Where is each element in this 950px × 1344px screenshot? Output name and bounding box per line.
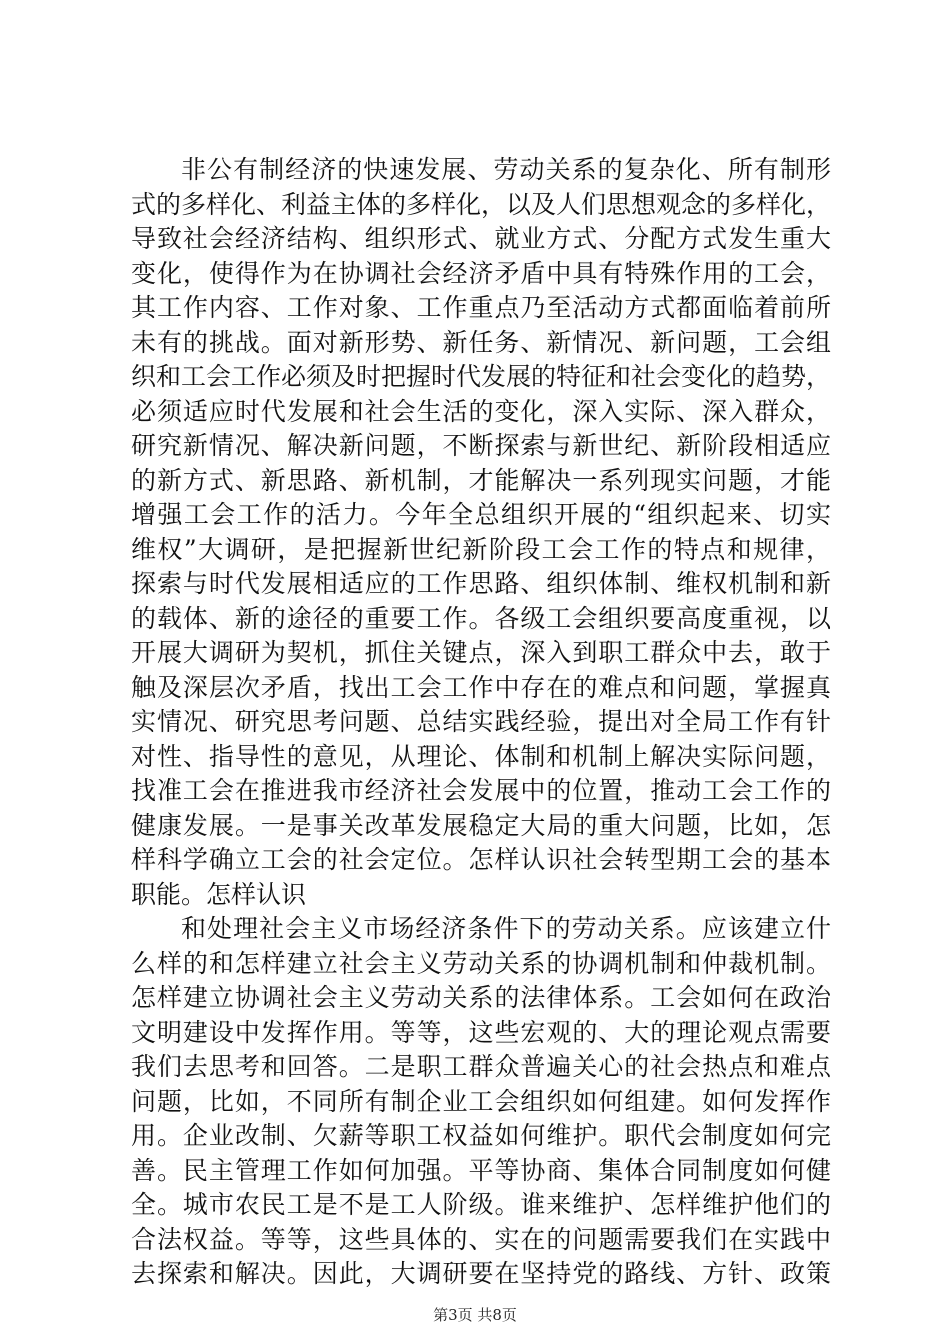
text-line: 合法权益。等等，这些具体的、实在的问题需要我们在实践中: [131, 1224, 831, 1254]
text-line: 全。城市农民工是不是工人阶级。谁来维护、怎样维护他们的: [131, 1190, 831, 1219]
text-line: 式的多样化、利益主体的多样化，以及人们思想观念的多样化，: [131, 189, 832, 219]
text-line: 问题，比如，不同所有制企业工会组织如何组建。如何发挥作: [131, 1086, 831, 1116]
text-line: 织和工会工作必须及时把握时代发展的特征和社会变化的趋势，: [131, 362, 832, 391]
text-line: 必须适应时代发展和社会生活的变化，深入实际、深入群众，: [131, 396, 831, 426]
text-line: 用。企业改制、欠薪等职工权益如何维护。职代会制度如何完: [131, 1121, 831, 1150]
text-line: 职能。怎样认识: [131, 879, 307, 909]
text-line: 非公有制经济的快速发展、劳动关系的复杂化、所有制形: [181, 155, 831, 184]
text-line: 么样的和怎样建立社会主义劳动关系的协调机制和仲裁机制。: [131, 948, 831, 978]
text-line: 对性、指导性的意见，从理论、体制和机制上解决实际问题，: [131, 741, 831, 771]
page-number-footer: 第3页 共8页: [433, 1306, 517, 1324]
text-line: 我们去思考和回答。二是职工群众普遍关心的社会热点和难点: [131, 1052, 831, 1081]
text-line: 研究新情况、解决新问题，不断探索与新世纪、新阶段相适应: [131, 431, 831, 460]
text-line: 的新方式、新思路、新机制，才能解决一系列现实问题，才能: [131, 465, 831, 495]
text-line: 开展大调研为契机，抓住关键点，深入到职工群众中去，敢于: [131, 638, 831, 667]
paragraph-1: [131, 153, 831, 912]
text-line: 探索与时代发展相适应的工作思路、组织体制、维权机制和新: [131, 569, 831, 598]
text-line: 和处理社会主义市场经济条件下的劳动关系。应该建立什: [181, 914, 831, 943]
text-line: 实情况、研究思考问题、总结实践经验，提出对全局工作有针: [131, 707, 831, 736]
text-line: 文明建设中发挥作用。等等，这些宏观的、大的理论观点需要: [131, 1017, 831, 1047]
text-line: 维权”大调研，是把握新世纪新阶段工会工作的特点和规律，: [131, 534, 831, 564]
text-line: 找准工会在推进我市经济社会发展中的位置，推动工会工作的: [131, 776, 831, 805]
text-line: 未有的挑战。面对新形势、新任务、新情况、新问题，工会组: [131, 327, 831, 357]
text-line: 健康发展。一是事关改革发展稳定大局的重大问题，比如，怎: [131, 810, 831, 840]
text-line: 去探索和解决。因此，大调研要在坚持党的路线、方针、政策: [131, 1259, 831, 1288]
text-line: 样科学确立工会的社会定位。怎样认识社会转型期工会的基本: [131, 845, 831, 874]
text-line: 善。民主管理工作如何加强。平等协商、集体合同制度如何健: [131, 1155, 831, 1185]
body-text: [131, 153, 831, 1292]
text-line: 变化，使得作为在协调社会经济矛盾中具有特殊作用的工会，: [131, 258, 831, 288]
text-line: 的载体、新的途径的重要工作。各级工会组织要高度重视，以: [131, 603, 831, 633]
text-line: 导致社会经济结构、组织形式、就业方式、分配方式发生重大: [131, 224, 831, 253]
paragraph-2: [131, 912, 831, 1292]
text-line: 增强工会工作的活力。今年全总组织开展的“组织起来、切实: [131, 500, 831, 529]
text-line: 怎样建立协调社会主义劳动关系的法律体系。工会如何在政治: [131, 983, 831, 1012]
text-line: 其工作内容、工作对象、工作重点乃至活动方式都面临着前所: [131, 293, 831, 322]
text-line: 触及深层次矛盾，找出工会工作中存在的难点和问题，掌握真: [131, 672, 831, 702]
